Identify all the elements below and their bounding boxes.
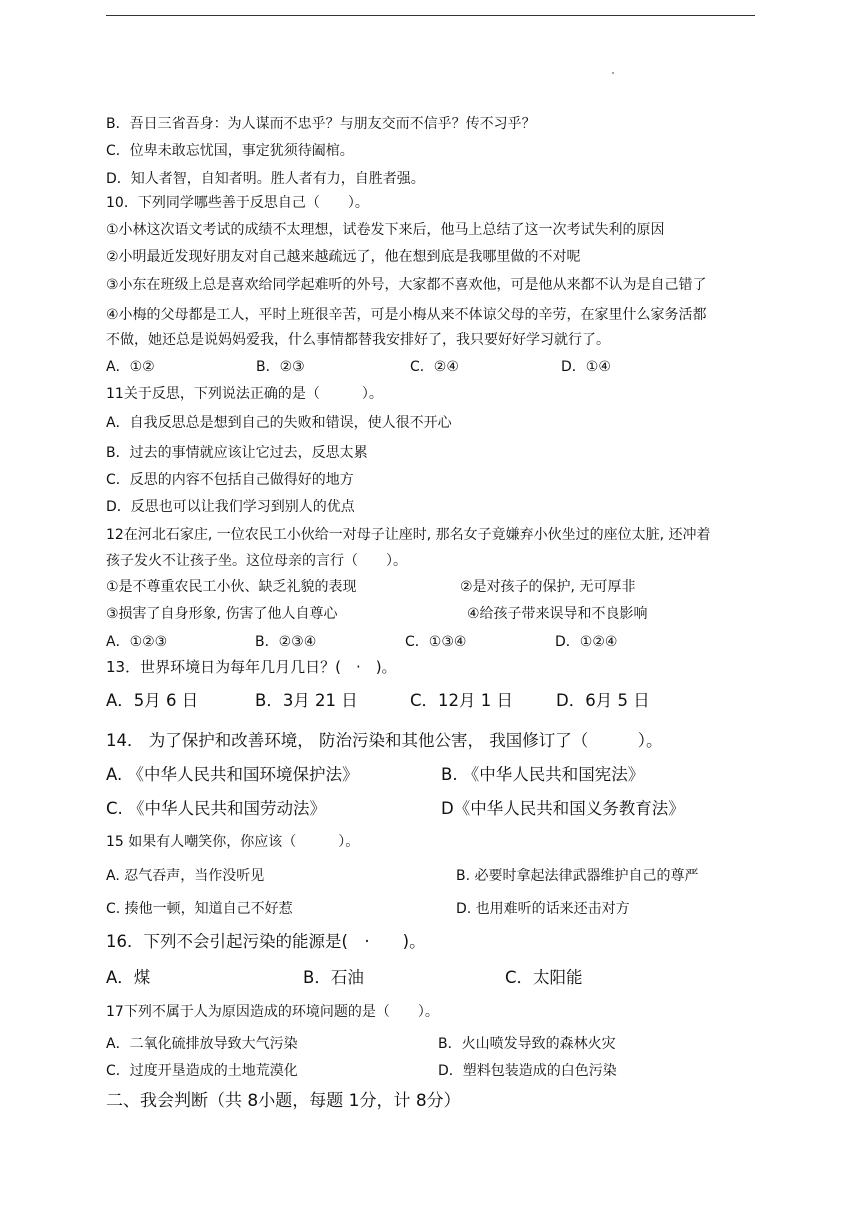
q11-option-d: D．反思也可以让我们学习到别人的优点 xyxy=(106,499,355,515)
q14-option-d: D《中华人民共和国义务教育法》 xyxy=(441,799,685,818)
q17-option-d: D．塑料包装造成的白色污染 xyxy=(438,1063,617,1079)
q10-statement-1: ①小林这次语文考试的成绩不太理想，试卷发下来后，他马上总结了这一次考试失利的原因 xyxy=(106,222,665,238)
q10-statement-3: ③小东在班级上总是喜欢给同学起难听的外号，大家都不喜欢他，可是他从来都不认为是自己错了 xyxy=(106,277,707,293)
q16-option-a: A．煤 xyxy=(106,968,151,987)
q14-option-b: B. 《中华人民共和国宪法》 xyxy=(441,765,645,784)
q10-option-b: B．②③ xyxy=(256,359,305,375)
q16-option-b: B．石油 xyxy=(303,968,364,987)
q9-option-b: B．吾日三省吾身：为人谋而不忠乎？与朋友交而不信乎？传不习乎？ xyxy=(106,116,536,132)
q10-statement-4a: ④小梅的父母都是工人，平时上班很辛苦，可是小梅从来不体谅父母的辛劳，在家里什么家务活都 xyxy=(106,307,707,323)
q12-statement-4: ④给孩子带来误导和不良影响 xyxy=(467,606,648,622)
section-2-heading: 二、我会判断（共 8小题，每题 1分，计 8分） xyxy=(106,1091,461,1111)
q13-option-c: C．12月 1 日 xyxy=(410,691,514,710)
q17-option-c: C．过度开垦造成的土地荒漠化 xyxy=(106,1063,298,1079)
question-13: 13．世界环境日为每年几月几日？( · )。 xyxy=(106,658,397,676)
q12-option-b: B．②③④ xyxy=(255,634,317,650)
q10-option-c: C．②④ xyxy=(410,359,459,375)
q15-option-a: A. 忍气吞声，当作没听见 xyxy=(106,868,265,884)
q13-option-a: A．5月 6 日 xyxy=(106,691,199,710)
question-15: 15 如果有人嘲笑你，你应该（ ）。 xyxy=(106,834,360,850)
question-17: 17下列不属于人为原因造成的环境问题的是（ ）。 xyxy=(106,1004,439,1020)
q12-statement-3: ③损害了自身形象, 伤害了他人自尊心 xyxy=(106,606,338,622)
question-12-line-2: 孩子发火不让孩子坐。这位母亲的言行（ ）。 xyxy=(106,553,407,569)
q17-option-b: B．火山喷发导致的森林火灾 xyxy=(438,1036,616,1052)
q9-option-d: D．知人者智，自知者明。胜人者有力，自胜者强。 xyxy=(106,171,425,187)
q11-option-b: B．过去的事情就应该让它过去，反思太累 xyxy=(106,445,368,461)
question-11: 11关于反思，下列说法正确的是（ ）。 xyxy=(106,386,383,402)
header-rule xyxy=(106,15,755,16)
q10-option-d: D．①④ xyxy=(561,359,611,375)
q16-option-c: C．太阳能 xyxy=(505,968,583,987)
q13-option-d: D．6月 5 日 xyxy=(556,691,650,710)
question-12-line-1: 12在河北石家庄, 一位农民工小伙给一对母子让座时, 那名女子竟嫌弃小伙坐过的座位太脏, 还冲着 xyxy=(106,527,711,543)
question-16: 16．下列不会引起污染的能源是( · )。 xyxy=(106,932,426,951)
q12-option-c: C．①③④ xyxy=(405,634,467,650)
q10-statement-4b: 不做，她还总是说妈妈爱我，什么事情都替我安排好了，我只要好好学习就行了。 xyxy=(106,332,610,348)
q11-option-c: C．反思的内容不包括自己做得好的地方 xyxy=(106,472,354,488)
q15-option-c: C. 揍他一顿，知道自己不好惹 xyxy=(106,901,293,917)
q14-option-a: A. 《中华人民共和国环境保护法》 xyxy=(106,765,359,784)
question-14: 14． 为了保护和改善环境， 防治污染和其他公害， 我国修订了（ ）。 xyxy=(106,731,663,750)
q11-option-a: A．自我反思总是想到自己的失败和错误，使人很不开心 xyxy=(106,415,452,431)
q15-option-b: B. 必要时拿起法律武器维护自己的尊严 xyxy=(456,868,699,884)
question-10: 10．下列同学哪些善于反思自己（ ）。 xyxy=(106,195,369,211)
q12-option-a: A．①②③ xyxy=(106,634,168,650)
q12-statement-1: ①是不尊重农民工小伙、缺乏礼貌的表现 xyxy=(106,579,357,595)
q12-statement-2: ②是对孩子的保护, 无可厚非 xyxy=(460,579,636,595)
q15-option-d: D. 也用难听的话来还击对方 xyxy=(456,901,630,917)
q12-option-d: D．①②④ xyxy=(555,634,618,650)
q13-option-b: B．3月 21 日 xyxy=(255,691,358,710)
q10-statement-2: ②小明最近发现好朋友对自己越来越疏远了，他在想到底是我哪里做的不对呢 xyxy=(106,249,581,265)
q9-option-c: C．位卑未敢忘忧国，事定犹须待阖棺。 xyxy=(106,143,354,159)
q10-option-a: A．①② xyxy=(106,359,155,375)
speck-dot xyxy=(612,72,614,74)
q17-option-a: A．二氧化硫排放导致大气污染 xyxy=(106,1036,298,1052)
q14-option-c: C. 《中华人民共和国劳动法》 xyxy=(106,799,327,818)
